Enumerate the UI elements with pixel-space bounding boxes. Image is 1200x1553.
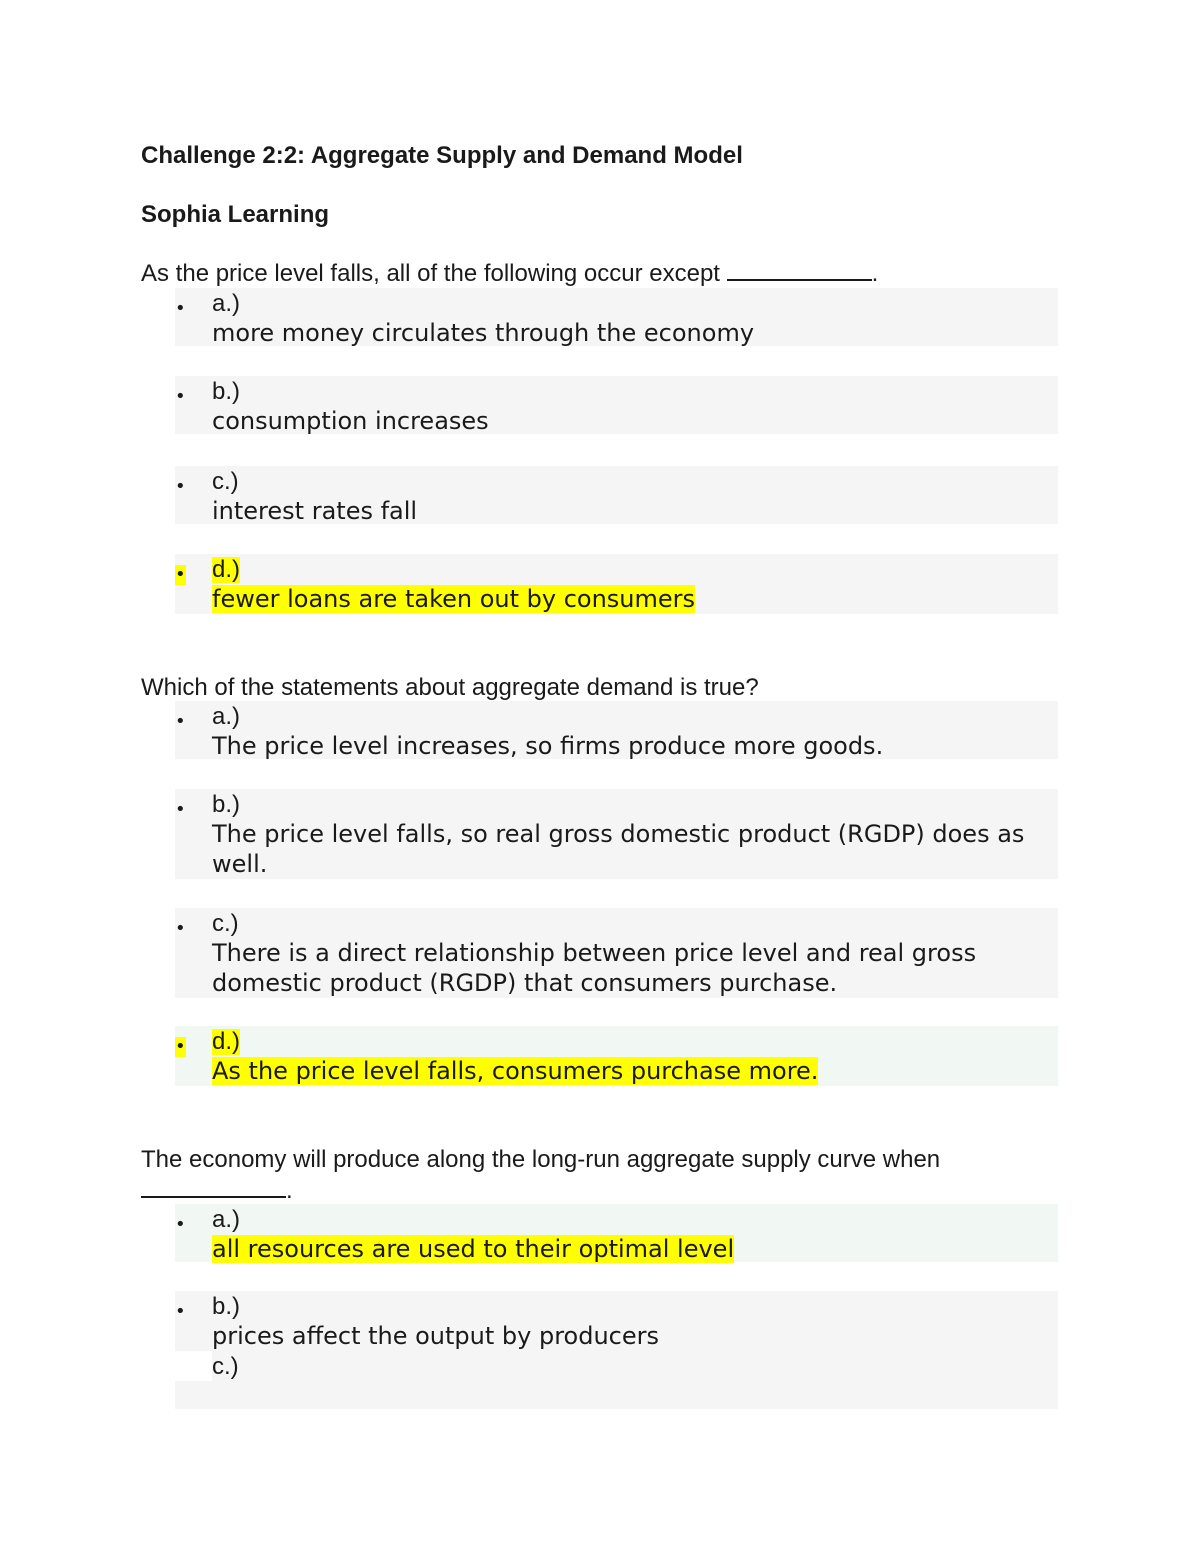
answer-blank xyxy=(141,1178,286,1198)
divider xyxy=(175,346,212,376)
option-text: prices affect the output by producers xyxy=(212,1322,660,1350)
divider xyxy=(175,879,212,908)
option-letter: b.) xyxy=(212,378,241,405)
option-letter: b.) xyxy=(212,791,241,818)
question-2-option-c[interactable] xyxy=(175,908,1058,998)
divider xyxy=(175,1262,212,1291)
bullet-icon: • xyxy=(175,564,186,585)
option-letter: c.) xyxy=(212,468,239,495)
option-text-highlighted: As the price level falls, consumers purchase more. xyxy=(212,1057,819,1085)
option-text-wrapper xyxy=(212,1056,1052,1086)
question-1-option-d[interactable] xyxy=(175,554,1058,614)
option-text-wrapper xyxy=(212,584,1052,614)
question-1-option-c[interactable] xyxy=(175,466,1058,524)
option-letter: c.) xyxy=(212,1353,239,1380)
option-text-highlighted: all resources are used to their optimal level xyxy=(212,1235,735,1263)
question-1-prompt xyxy=(141,258,1021,289)
option-letter: a.) xyxy=(212,1206,241,1233)
page-title: Challenge 2:2: Aggregate Supply and Demand Model xyxy=(141,142,743,169)
option-text: There is a direct relationship between price level and real gross domestic product (RGDP) that consumers purchase. xyxy=(212,939,977,997)
bullet-icon: • xyxy=(175,298,186,319)
option-text-highlighted: fewer loans are taken out by consumers xyxy=(212,585,696,613)
question-2-option-a[interactable] xyxy=(175,701,1058,759)
divider xyxy=(175,759,212,789)
option-text-wrapper xyxy=(212,1234,1052,1264)
bullet-icon: • xyxy=(175,1214,186,1235)
option-letter: b.) xyxy=(212,1293,241,1320)
option-text: interest rates fall xyxy=(212,497,418,525)
question-3-option-b[interactable] xyxy=(175,1291,1058,1351)
option-letter: a.) xyxy=(212,290,241,317)
question-3-option-a[interactable] xyxy=(175,1204,1058,1262)
question-1-text: As the price level falls, all of the following occur except xyxy=(141,260,720,287)
bullet-icon: • xyxy=(175,918,186,939)
option-text: consumption increases xyxy=(212,407,489,435)
option-text: The price level increases, so firms produce more goods. xyxy=(212,732,884,760)
divider xyxy=(175,1351,212,1381)
bullet-icon: • xyxy=(175,386,186,407)
option-text: The price level falls, so real gross domestic product (RGDP) does as well. xyxy=(212,820,1025,878)
bullet-icon: • xyxy=(175,799,186,820)
bullet-icon: • xyxy=(175,1036,186,1057)
option-letter: d.) xyxy=(212,1028,241,1055)
question-1-option-b[interactable] xyxy=(175,376,1058,434)
question-3-suffix: . xyxy=(286,1177,293,1204)
option-text: more money circulates through the economy xyxy=(212,319,755,347)
option-letter: c.) xyxy=(212,910,239,937)
bullet-icon: • xyxy=(175,1301,186,1322)
divider xyxy=(175,434,212,466)
page-subtitle: Sophia Learning xyxy=(141,201,330,228)
question-2-option-d[interactable] xyxy=(175,1026,1058,1086)
option-letter: a.) xyxy=(212,703,241,730)
question-1-option-a[interactable] xyxy=(175,288,1058,346)
question-1-suffix: . xyxy=(871,260,879,287)
divider xyxy=(175,524,212,554)
bullet-icon: • xyxy=(175,711,186,732)
bullet-icon: • xyxy=(175,476,186,497)
question-3-option-c[interactable] xyxy=(175,1351,1058,1409)
answer-blank xyxy=(727,261,872,281)
question-3-prompt xyxy=(141,1144,1021,1206)
question-2-option-b[interactable] xyxy=(175,789,1058,879)
option-letter: d.) xyxy=(212,556,241,583)
question-2-prompt: Which of the statements about aggregate demand is true? xyxy=(141,674,759,701)
question-3-text: The economy will produce along the long-run aggregate supply curve when xyxy=(141,1146,941,1173)
